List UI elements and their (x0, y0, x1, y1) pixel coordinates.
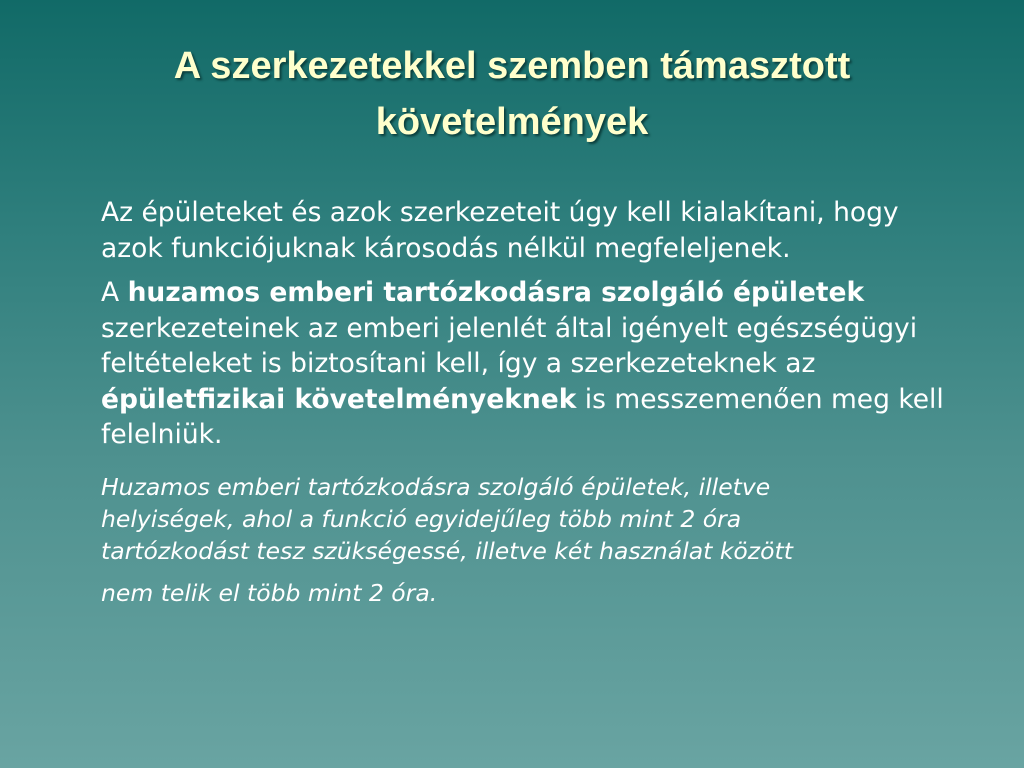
paragraph2-part2: szerkezeteinek az emberi jelenlét által igényelt egészségügyi feltételeket is biztosítani kell, így a szerkezeteknek az (101, 312, 918, 379)
slide-title (60, 38, 964, 150)
note-line-3: tartózkodást tesz szükségessé, illetve két használat között (101, 536, 793, 565)
title-line-2: követelmények (375, 101, 649, 143)
title-line-1: A szerkezetekkel szemben támasztott (173, 45, 851, 87)
definition-note (101, 471, 961, 609)
paragraph2-part3: is messzemenően meg kell felelniük. (101, 383, 944, 450)
note-line-1: Huzamos emberi tartózkodásra szolgáló épületek, illetve (101, 472, 771, 501)
paragraph2-bold-term-2: épületfizikai követelményeknek (101, 383, 577, 415)
note-line-4: nem telik el több mint 2 óra. (101, 578, 438, 607)
paragraph2-part1: A (101, 277, 128, 308)
paragraph-requirements: Az épületeket és azok szerkezeteit úgy kell kialakítani, hogy azok funkciójuknak károsodás nélkül megfeleljenek. (101, 197, 899, 264)
slide-body (101, 195, 961, 609)
paragraph2-bold-term-1: huzamos emberi tartózkodásra szolgáló épületek (127, 277, 865, 308)
note-line-2: helyiségek, ahol a funkció egyidejűleg több mint 2 óra (101, 504, 742, 533)
paragraph-building-physics (101, 275, 961, 453)
